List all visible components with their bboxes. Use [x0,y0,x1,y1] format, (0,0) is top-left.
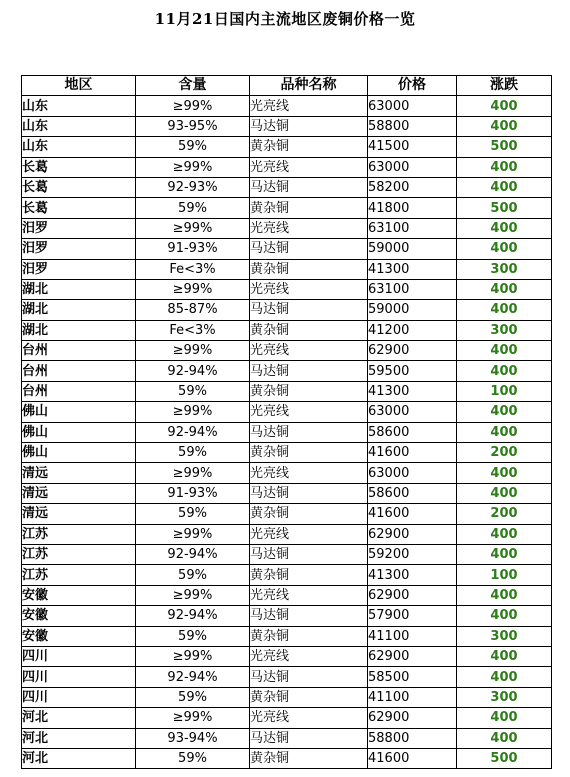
cell-variety: 马达铜 [250,239,368,259]
cell-region: 汨罗 [22,239,136,259]
cell-content: ≥99% [136,463,250,483]
cell-price: 41300 [368,381,457,401]
table-row [22,341,552,361]
cell-change: 500 [457,198,552,218]
cell-change: 200 [457,443,552,463]
cell-variety: 光亮线 [250,708,368,728]
cell-change: 400 [457,341,552,361]
table-row [22,157,552,177]
table-row [22,606,552,626]
cell-price: 41100 [368,687,457,707]
cell-variety: 黄杂铜 [250,504,368,524]
cell-price: 63100 [368,218,457,238]
cell-content: ≥99% [136,708,250,728]
cell-change: 400 [457,708,552,728]
cell-region: 江苏 [22,565,136,585]
cell-change: 300 [457,320,552,340]
cell-price: 41800 [368,198,457,218]
cell-variety: 马达铜 [250,606,368,626]
cell-variety: 黄杂铜 [250,137,368,157]
cell-variety: 马达铜 [250,422,368,442]
table-row [22,259,552,279]
cell-content: Fe<3% [136,320,250,340]
cell-price: 63000 [368,463,457,483]
cell-variety: 黄杂铜 [250,626,368,646]
table-row [22,544,552,564]
cell-change: 100 [457,381,552,401]
cell-variety: 黄杂铜 [250,198,368,218]
cell-variety: 黄杂铜 [250,748,368,768]
cell-change: 400 [457,218,552,238]
cell-variety: 黄杂铜 [250,443,368,463]
cell-region: 江苏 [22,544,136,564]
table-row [22,177,552,197]
cell-region: 山东 [22,96,136,116]
table-body [22,96,552,769]
cell-region: 长葛 [22,198,136,218]
header-region: 地区 [22,76,136,96]
cell-change: 200 [457,504,552,524]
cell-region: 江苏 [22,524,136,544]
table-row [22,687,552,707]
cell-region: 山东 [22,137,136,157]
header-price: 价格 [368,76,457,96]
cell-content: 91-93% [136,239,250,259]
cell-price: 63100 [368,279,457,299]
cell-change: 400 [457,585,552,605]
cell-content: Fe<3% [136,259,250,279]
cell-content: 59% [136,626,250,646]
cell-change: 400 [457,463,552,483]
cell-change: 300 [457,687,552,707]
table-row [22,463,552,483]
cell-region: 四川 [22,646,136,666]
cell-variety: 光亮线 [250,279,368,299]
cell-change: 400 [457,96,552,116]
cell-content: 59% [136,443,250,463]
cell-content: ≥99% [136,218,250,238]
cell-change: 400 [457,606,552,626]
cell-price: 41500 [368,137,457,157]
cell-content: 59% [136,748,250,768]
cell-content: ≥99% [136,96,250,116]
table-row [22,116,552,136]
table-row [22,96,552,116]
cell-region: 四川 [22,667,136,687]
cell-change: 400 [457,646,552,666]
cell-change: 300 [457,259,552,279]
cell-price: 41100 [368,626,457,646]
cell-content: 59% [136,198,250,218]
cell-content: ≥99% [136,585,250,605]
table-row [22,626,552,646]
table-row [22,728,552,748]
table-row [22,646,552,666]
header-variety: 品种名称 [250,76,368,96]
cell-region: 佛山 [22,422,136,442]
table-row [22,565,552,585]
cell-region: 安徽 [22,626,136,646]
cell-variety: 光亮线 [250,585,368,605]
cell-variety: 光亮线 [250,524,368,544]
table-row [22,361,552,381]
cell-region: 长葛 [22,157,136,177]
cell-change: 400 [457,728,552,748]
table-row [22,422,552,442]
cell-region: 台州 [22,341,136,361]
header-change: 涨跌 [457,76,552,96]
cell-content: 92-94% [136,606,250,626]
cell-content: 92-94% [136,422,250,442]
table-row [22,585,552,605]
cell-change: 400 [457,239,552,259]
cell-variety: 马达铜 [250,300,368,320]
cell-price: 58600 [368,422,457,442]
table-row [22,198,552,218]
cell-price: 58500 [368,667,457,687]
cell-price: 62900 [368,524,457,544]
cell-price: 59000 [368,239,457,259]
cell-change: 400 [457,157,552,177]
cell-variety: 黄杂铜 [250,565,368,585]
cell-region: 四川 [22,687,136,707]
table-row [22,218,552,238]
cell-price: 58800 [368,116,457,136]
cell-region: 清远 [22,463,136,483]
cell-content: 59% [136,565,250,585]
cell-price: 58600 [368,483,457,503]
cell-variety: 马达铜 [250,361,368,381]
cell-variety: 光亮线 [250,646,368,666]
cell-content: 59% [136,137,250,157]
table-row [22,402,552,422]
cell-price: 58200 [368,177,457,197]
cell-change: 100 [457,565,552,585]
table-row [22,137,552,157]
cell-content: 59% [136,504,250,524]
cell-price: 58800 [368,728,457,748]
cell-price: 41300 [368,259,457,279]
cell-variety: 马达铜 [250,728,368,748]
cell-region: 湖北 [22,300,136,320]
header-content: 含量 [136,76,250,96]
cell-price: 41600 [368,748,457,768]
cell-variety: 马达铜 [250,177,368,197]
cell-price: 63000 [368,402,457,422]
cell-variety: 马达铜 [250,544,368,564]
cell-price: 41300 [368,565,457,585]
cell-price: 59500 [368,361,457,381]
table-row [22,483,552,503]
cell-content: ≥99% [136,341,250,361]
cell-price: 62900 [368,646,457,666]
cell-content: ≥99% [136,402,250,422]
cell-region: 清远 [22,504,136,524]
cell-content: 85-87% [136,300,250,320]
cell-content: ≥99% [136,279,250,299]
cell-price: 59000 [368,300,457,320]
cell-price: 41200 [368,320,457,340]
cell-price: 62900 [368,585,457,605]
cell-change: 400 [457,300,552,320]
cell-region: 湖北 [22,320,136,340]
cell-variety: 光亮线 [250,218,368,238]
cell-change: 400 [457,279,552,299]
price-table [21,75,552,769]
cell-region: 河北 [22,748,136,768]
cell-region: 汨罗 [22,259,136,279]
table-header-row [22,76,552,96]
table-row [22,279,552,299]
cell-variety: 黄杂铜 [250,320,368,340]
cell-variety: 黄杂铜 [250,259,368,279]
table-row [22,300,552,320]
table-row [22,320,552,340]
cell-content: 59% [136,381,250,401]
cell-region: 台州 [22,361,136,381]
cell-change: 400 [457,177,552,197]
cell-variety: 光亮线 [250,463,368,483]
table-row [22,239,552,259]
cell-price: 62900 [368,708,457,728]
cell-region: 湖北 [22,279,136,299]
cell-region: 佛山 [22,402,136,422]
cell-variety: 黄杂铜 [250,381,368,401]
cell-change: 400 [457,483,552,503]
cell-content: ≥99% [136,524,250,544]
cell-content: 93-94% [136,728,250,748]
cell-change: 500 [457,748,552,768]
cell-content: 91-93% [136,483,250,503]
cell-change: 400 [457,667,552,687]
cell-price: 57900 [368,606,457,626]
page-title: 11月21日国内主流地区废铜价格一览 [154,10,416,28]
cell-content: 92-93% [136,177,250,197]
cell-variety: 马达铜 [250,483,368,503]
cell-region: 安徽 [22,606,136,626]
cell-change: 400 [457,361,552,381]
cell-change: 400 [457,116,552,136]
cell-region: 长葛 [22,177,136,197]
cell-change: 400 [457,544,552,564]
cell-variety: 光亮线 [250,402,368,422]
cell-change: 400 [457,402,552,422]
cell-variety: 光亮线 [250,157,368,177]
cell-content: 92-94% [136,544,250,564]
table-row [22,748,552,768]
cell-content: 92-94% [136,667,250,687]
cell-content: ≥99% [136,157,250,177]
table-row [22,381,552,401]
cell-price: 41600 [368,504,457,524]
table-row [22,504,552,524]
table-row [22,708,552,728]
cell-price: 41600 [368,443,457,463]
cell-price: 63000 [368,157,457,177]
cell-variety: 黄杂铜 [250,687,368,707]
cell-region: 河北 [22,708,136,728]
cell-change: 400 [457,422,552,442]
cell-change: 500 [457,137,552,157]
cell-change: 400 [457,524,552,544]
table-row [22,443,552,463]
cell-change: 300 [457,626,552,646]
cell-region: 汨罗 [22,218,136,238]
cell-content: ≥99% [136,646,250,666]
cell-region: 清远 [22,483,136,503]
table-row [22,524,552,544]
cell-region: 台州 [22,381,136,401]
cell-content: 59% [136,687,250,707]
table-row [22,667,552,687]
cell-price: 62900 [368,341,457,361]
cell-price: 59200 [368,544,457,564]
cell-variety: 马达铜 [250,116,368,136]
cell-variety: 马达铜 [250,667,368,687]
cell-region: 安徽 [22,585,136,605]
cell-region: 山东 [22,116,136,136]
cell-region: 河北 [22,728,136,748]
cell-variety: 光亮线 [250,341,368,361]
cell-content: 93-95% [136,116,250,136]
cell-content: 92-94% [136,361,250,381]
cell-price: 63000 [368,96,457,116]
cell-variety: 光亮线 [250,96,368,116]
cell-region: 佛山 [22,443,136,463]
